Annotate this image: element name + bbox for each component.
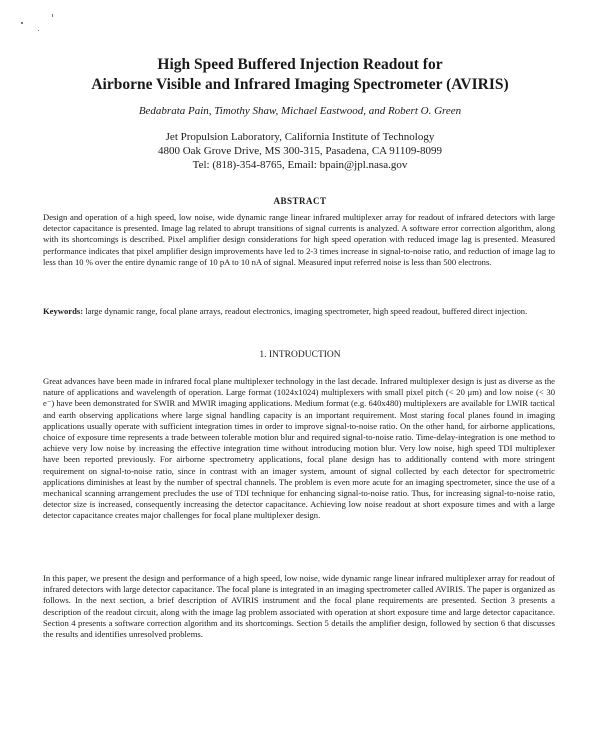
title-line-1: High Speed Buffered Injection Readout for [157, 56, 443, 73]
keywords-text: large dynamic range, focal plane arrays, readout electronics, imaging spectrometer, high speed readout, buffered direct injection. [85, 306, 528, 316]
abstract-heading: ABSTRACT [273, 196, 327, 206]
paper-title [40, 55, 560, 95]
title-line-2: Airborne Visible and Infrared Imaging Spectrometer (AVIRIS) [91, 76, 509, 93]
affiliation-line-3: Tel: (818)-354-8765, Email: bpain@jpl.nasa.gov [192, 159, 408, 171]
keywords [43, 306, 555, 317]
intro-paragraph-1: Great advances have been made in infrared focal plane multiplexer technology in the last decade. Infrared multiplexer design is just as diverse as the nature of applications and wavelength of operation. Large format (1024x1024) multiplexers with small pixel pitch (< 20 μm) and low noise (< 30 e⁻) have been demonstrated for SWIR and MWIR imaging applications. Medium format (e.g. 640x480) multiplexers are available for LWIR tactical and earth observing applications where large signal handling capacity is an important requirement. Most staring focal planes found in imaging applications usually operate with sufficient integration times in order to improve signal-to-noise ratio. On the other hand, for airborne applications, choice of exposure time represents a trade between tolerable motion blur and required signal-to-noise ratio. Time-delay-integration is one method to achieve very low noise by increasing the effective integration time without introducing motion blur. Very low noise, high speed TDI multiplexer have been reported previously. For airborne spectrometry applications, focal plane design has to additionally contend with more stringent requirement on signal-to-noise ratio, since in contrast with an imager system, amount of signal collected by each detector for spectrometric applications diminishes at least by the number of spectral channels. The problem is even more acute for an imaging spectrometer, since the use of a mechanical scanning arrangement precludes the use of TDI technique for enhancing signal-to-noise ratio. Thus, for increasing signal-to-noise ratio, detector size is increased, consequently increasing the detector capacitance. Achieving low noise readout at short exposure times and with a large detector capacitance creates major challenges for focal plane multiplexer design. [43, 376, 555, 521]
author-list: Bedabrata Pain, Timothy Shaw, Michael Eastwood, and Robert O. Green [138, 105, 462, 117]
scan-speck [38, 30, 39, 31]
intro-paragraph-2: In this paper, we present the design and performance of a high speed, low noise, wide dynamic range linear infrared multiplexer array for readout of infrared detectors with large detector capacitance. The focal plane is integrated in an imaging spectrometer called AVIRIS. The paper is organized as follows. In the next section, a brief description of AVIRIS instrument and the focal plane requirements are presented. Section 3 presents a description of the readout circuit, along with the image lag problem associated with operation at short exposure time and large detector capacitance. Section 4 presents a software correction algorithm and its shortcomings. Section 5 details the amplifier design, followed by section 6 that discusses the results and identifies unresolved problems. [43, 573, 555, 640]
scan-speck [52, 14, 53, 17]
scan-speck [21, 22, 23, 24]
affiliation [40, 130, 560, 172]
affiliation-line-2: 4800 Oak Grove Drive, MS 300-315, Pasadena, CA 91109-8099 [157, 145, 443, 157]
affiliation-line-1: Jet Propulsion Laboratory, California Institute of Technology [165, 131, 435, 143]
section-heading-introduction: 1. INTRODUCTION [259, 350, 341, 360]
abstract-text: Design and operation of a high speed, low noise, wide dynamic range linear infrared multiplexer array for readout of infrared detectors with large detector capacitance is presented. Image lag related to abrupt transitions of signal currents is analyzed. A software error correction algorithm, along with its shortcomings is described. Pixel amplifier design considerations for high speed operation with reduced image lag is presented. Measured performance indicates that pixel amplifier design improvements have led to 2-3 times increase in signal-to-noise ratio, and reduction of image lag to less than 10 % over the entire dynamic range of 10 pA to 10 nA of signal. Measured input referred noise is less than 500 electrons. [43, 212, 555, 267]
keywords-label: Keywords: [43, 306, 84, 316]
